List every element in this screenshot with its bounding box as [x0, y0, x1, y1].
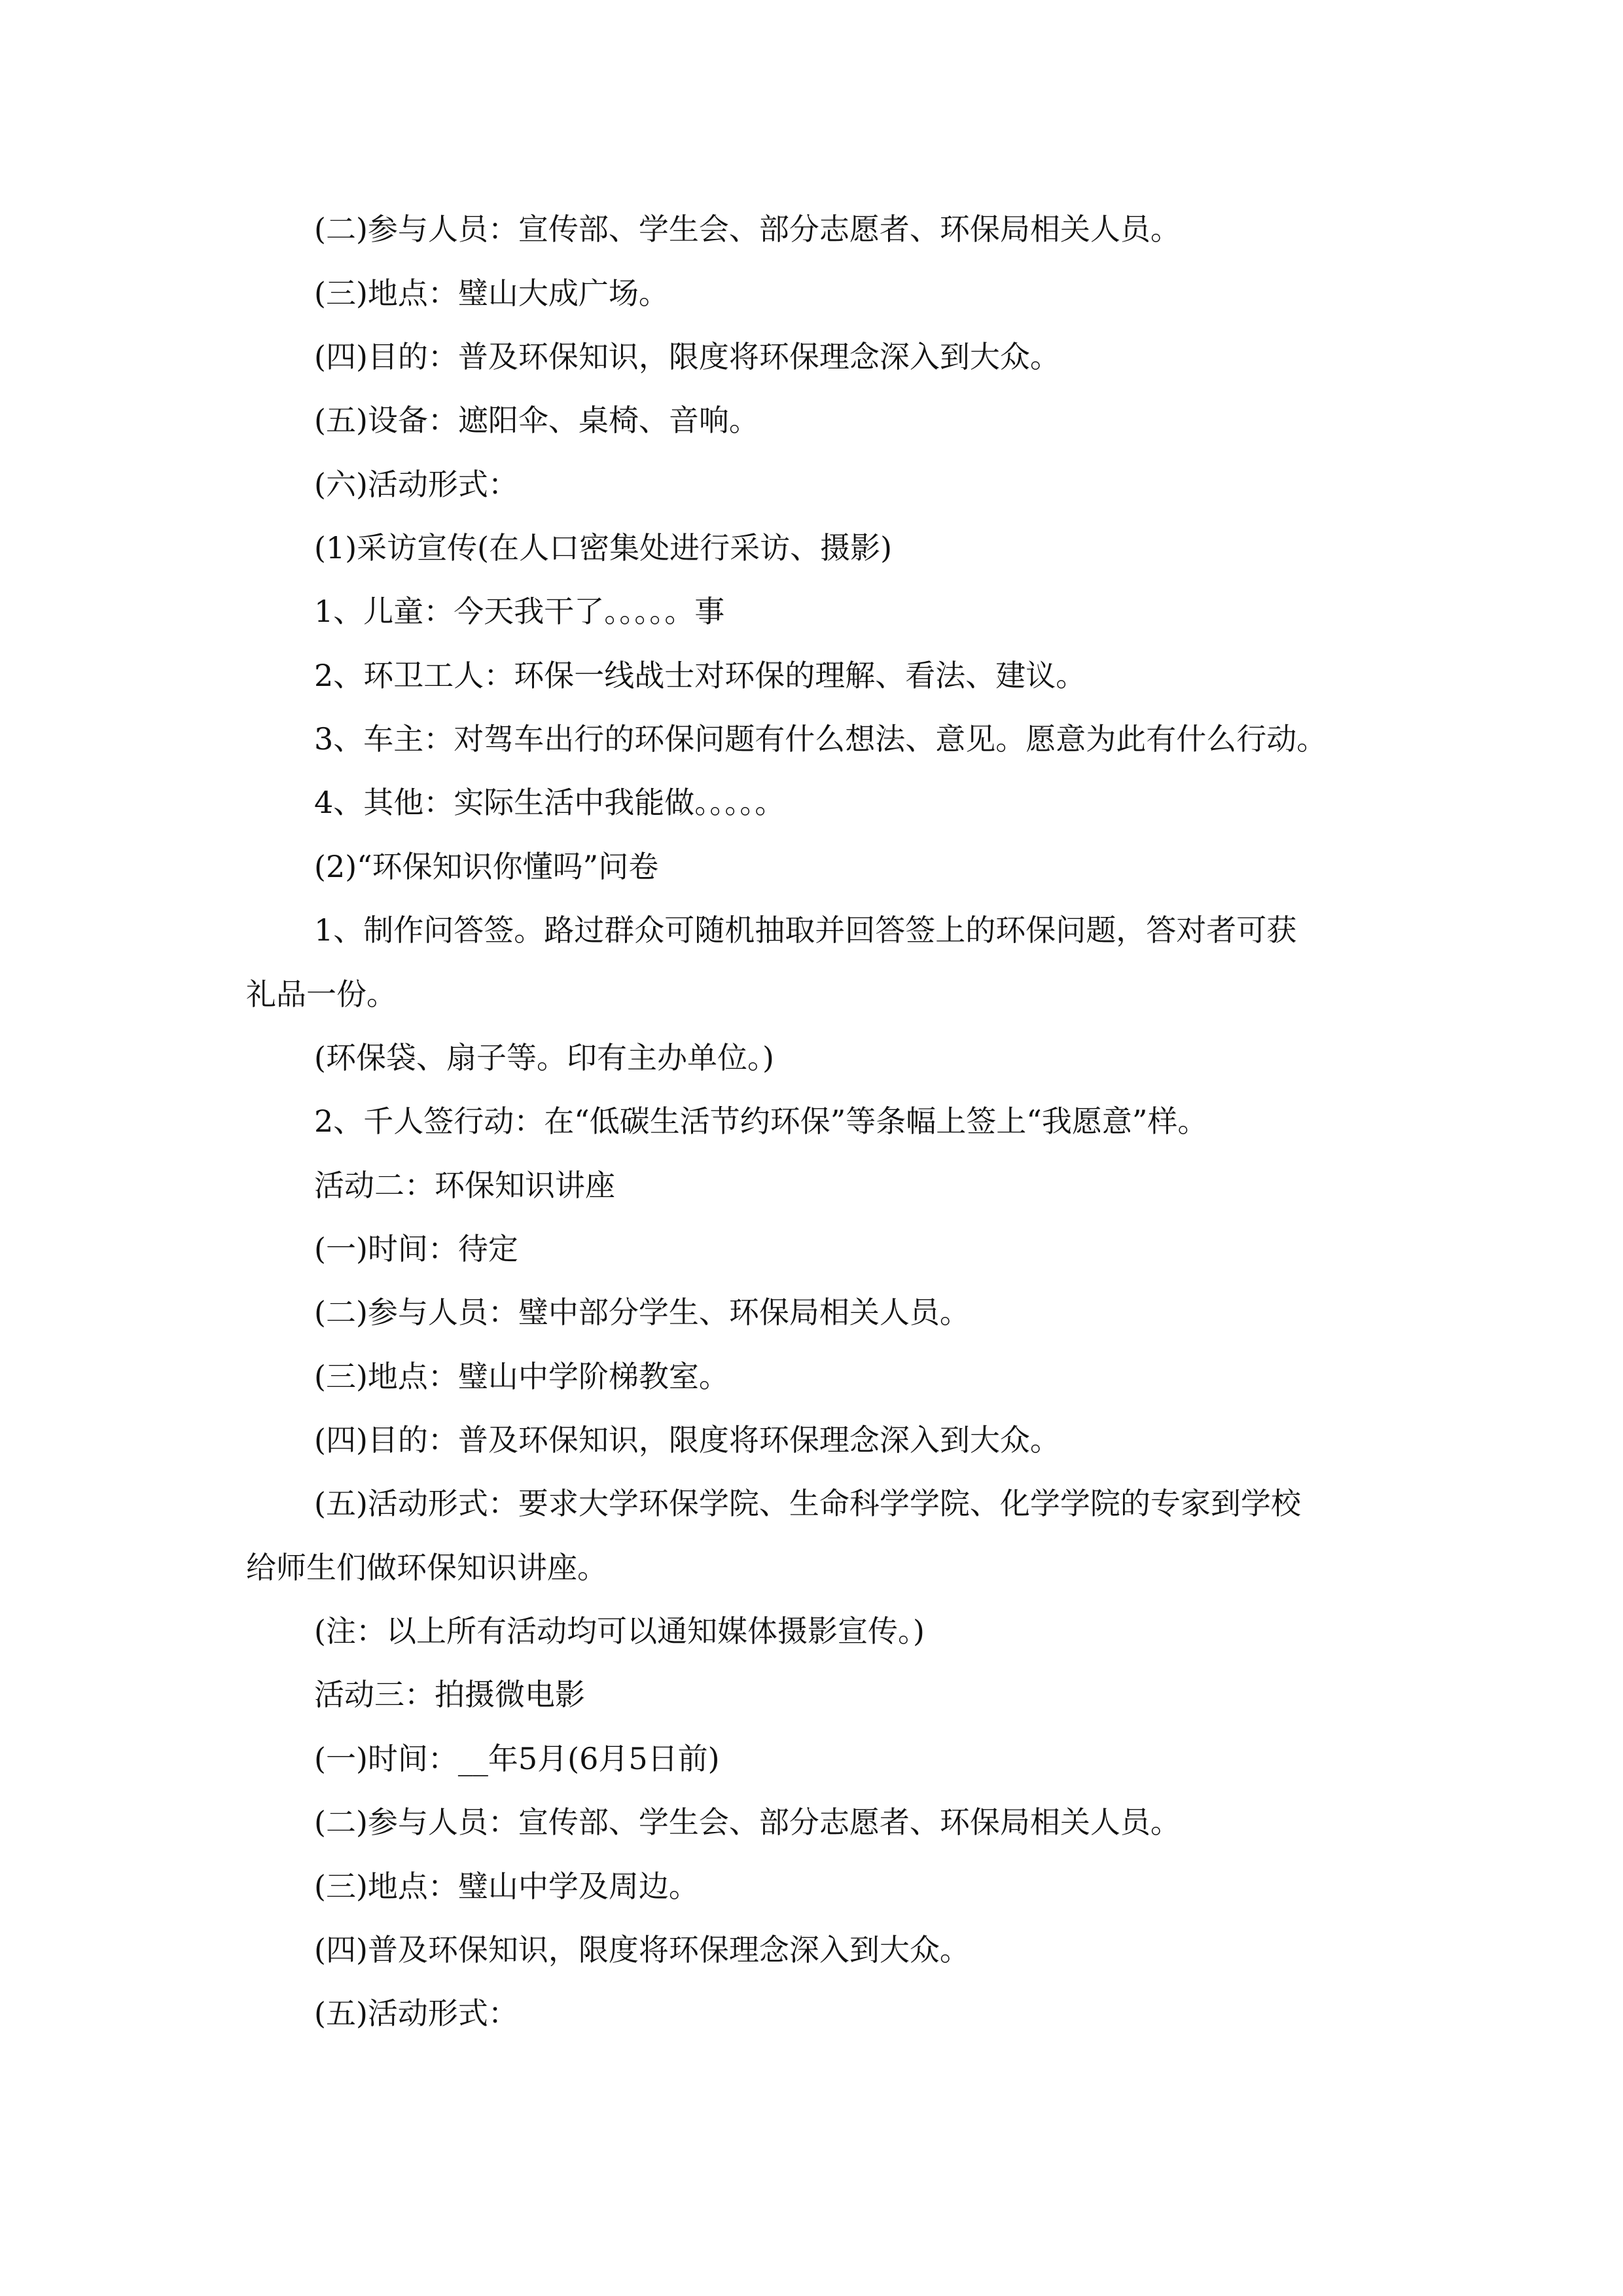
- text-line: (三)地点：璧山大成广场。: [314, 276, 669, 311]
- text-line: 礼品一份。: [246, 977, 397, 1012]
- text-line: (三)地点：璧山中学及周边。: [314, 1869, 699, 1904]
- text-line: 给师生们做环保知识讲座。: [246, 1550, 607, 1585]
- text-line: 3、车主：对驾车出行的环保问题有什么想法、意见。愿意为此有什么行动。: [314, 721, 1327, 757]
- text-line: (二)参与人员：宣传部、学生会、部分志愿者、环保局相关人员。: [314, 1804, 1181, 1840]
- text-line: (五)活动形式：: [314, 1996, 518, 2031]
- text-line: (四)目的：普及环保知识，限度将环保理念深入到大众。: [314, 1422, 1060, 1458]
- text-line: (四)普及环保知识，限度将环保理念深入到大众。: [314, 1932, 970, 1967]
- text-line: (注：以上所有活动均可以通知媒体摄影宣传。): [314, 1613, 925, 1649]
- text-line: (环保袋、扇子等。印有主办单位。): [314, 1040, 774, 1075]
- section-heading: 活动二：环保知识讲座: [314, 1168, 615, 1203]
- text-line: 2、千人签行动：在“低碳生活节约环保”等条幅上签上“我愿意”样。: [314, 1103, 1208, 1139]
- text-line: (一)时间：__年5月(6月5日前): [314, 1741, 720, 1776]
- text-line: (四)目的：普及环保知识，限度将环保理念深入到大众。: [314, 339, 1060, 374]
- text-line: (五)设备：遮阳伞、桌椅、音响。: [314, 403, 759, 438]
- text-line: (五)活动形式：要求大学环保学院、生命科学学院、化学学院的专家到学校: [314, 1486, 1301, 1521]
- text-line: 2、环卫工人：环保一线战士对环保的理解、看法、建议。: [314, 658, 1086, 693]
- text-line: 1、儿童：今天我干了。。。。。事: [314, 594, 725, 629]
- text-line: (2)“环保知识你懂吗”问卷: [314, 849, 659, 884]
- text-line: (二)参与人员：宣传部、学生会、部分志愿者、环保局相关人员。: [314, 211, 1181, 247]
- section-heading: 活动三：拍摄微电影: [314, 1677, 585, 1712]
- text-line: (一)时间：待定: [314, 1231, 518, 1266]
- text-line: (1)采访宣传(在人口密集处进行采访、摄影): [314, 530, 893, 565]
- text-line: (二)参与人员：璧中部分学生、环保局相关人员。: [314, 1295, 970, 1330]
- text-line: 4、其他：实际生活中我能做。。。。。: [314, 785, 785, 820]
- text-line: (六)活动形式：: [314, 467, 518, 502]
- text-line: (三)地点：璧山中学阶梯教室。: [314, 1359, 729, 1394]
- text-line: 1、制作问答签。路过群众可随机抽取并回答签上的环保问题，答对者可获: [314, 912, 1297, 948]
